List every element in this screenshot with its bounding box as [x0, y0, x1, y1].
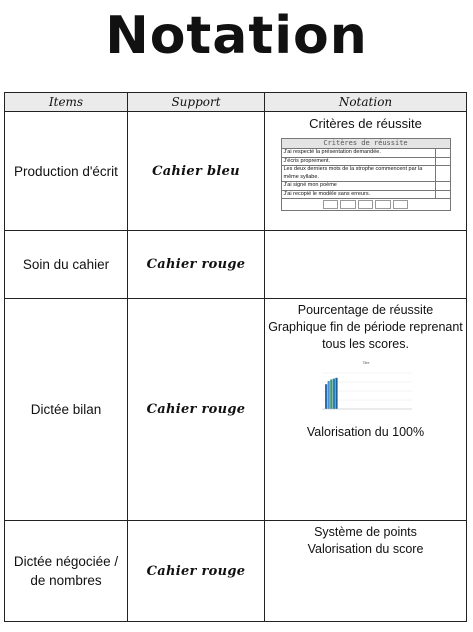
criteria-item: J'écris proprement. [281, 158, 451, 167]
support-cell: Cahier rouge [128, 231, 265, 299]
criteria-item: J'ai respecté la présentation demandée. [281, 149, 451, 158]
chart-bar [330, 379, 332, 409]
notation-cell [265, 299, 467, 521]
notation-table [4, 92, 467, 622]
score-chart-thumbnail [316, 359, 416, 415]
table-row [5, 231, 467, 299]
support-cell: Cahier rouge [128, 521, 265, 622]
item-cell: Dictée négociée / de nombres [5, 521, 128, 622]
item-cell: Dictée bilan [5, 299, 128, 521]
notation-line: Valorisation du score [307, 542, 424, 556]
criteria-title: Critères de réussite [309, 116, 422, 131]
criteria-item: J'ai signé mon poème [281, 182, 451, 191]
chart-bar [332, 379, 334, 409]
item-cell: Production d'écrit [5, 112, 128, 231]
criteria-heading: Critères de réussite [281, 138, 451, 149]
notation-cell [265, 521, 467, 622]
table-row [5, 112, 467, 231]
table-header-row [5, 93, 467, 112]
chart-bar [325, 384, 327, 409]
criteria-score-boxes [281, 199, 451, 211]
notation-line: Système de points [314, 525, 417, 539]
header-items: Items [5, 93, 128, 112]
criteria-thumbnail [281, 138, 451, 211]
support-cell: Cahier bleu [128, 112, 265, 231]
notation-footer: Valorisation du 100% [306, 425, 425, 439]
chart-bar [327, 381, 329, 409]
item-cell: Soin du cahier [5, 231, 128, 299]
header-notation: Notation [265, 93, 467, 112]
notation-line: Graphique fin de période reprenant tous les scores. [268, 320, 463, 351]
notation-line: Pourcentage de réussite [297, 303, 434, 317]
header-support: Support [128, 93, 265, 112]
notation-cell [265, 112, 467, 231]
notation-cell [265, 231, 467, 299]
chart-bar [335, 378, 337, 409]
page-title: Notation [105, 6, 368, 66]
criteria-item: Les deux derniers mots de la strophe commencent par la même syllabe. [281, 166, 451, 182]
table-row [5, 299, 467, 521]
table-row [5, 521, 467, 622]
support-cell: Cahier rouge [128, 299, 265, 521]
criteria-item: J'ai recopié le modèle sans erreurs. [281, 191, 451, 200]
chart-title: Titre [362, 361, 369, 365]
